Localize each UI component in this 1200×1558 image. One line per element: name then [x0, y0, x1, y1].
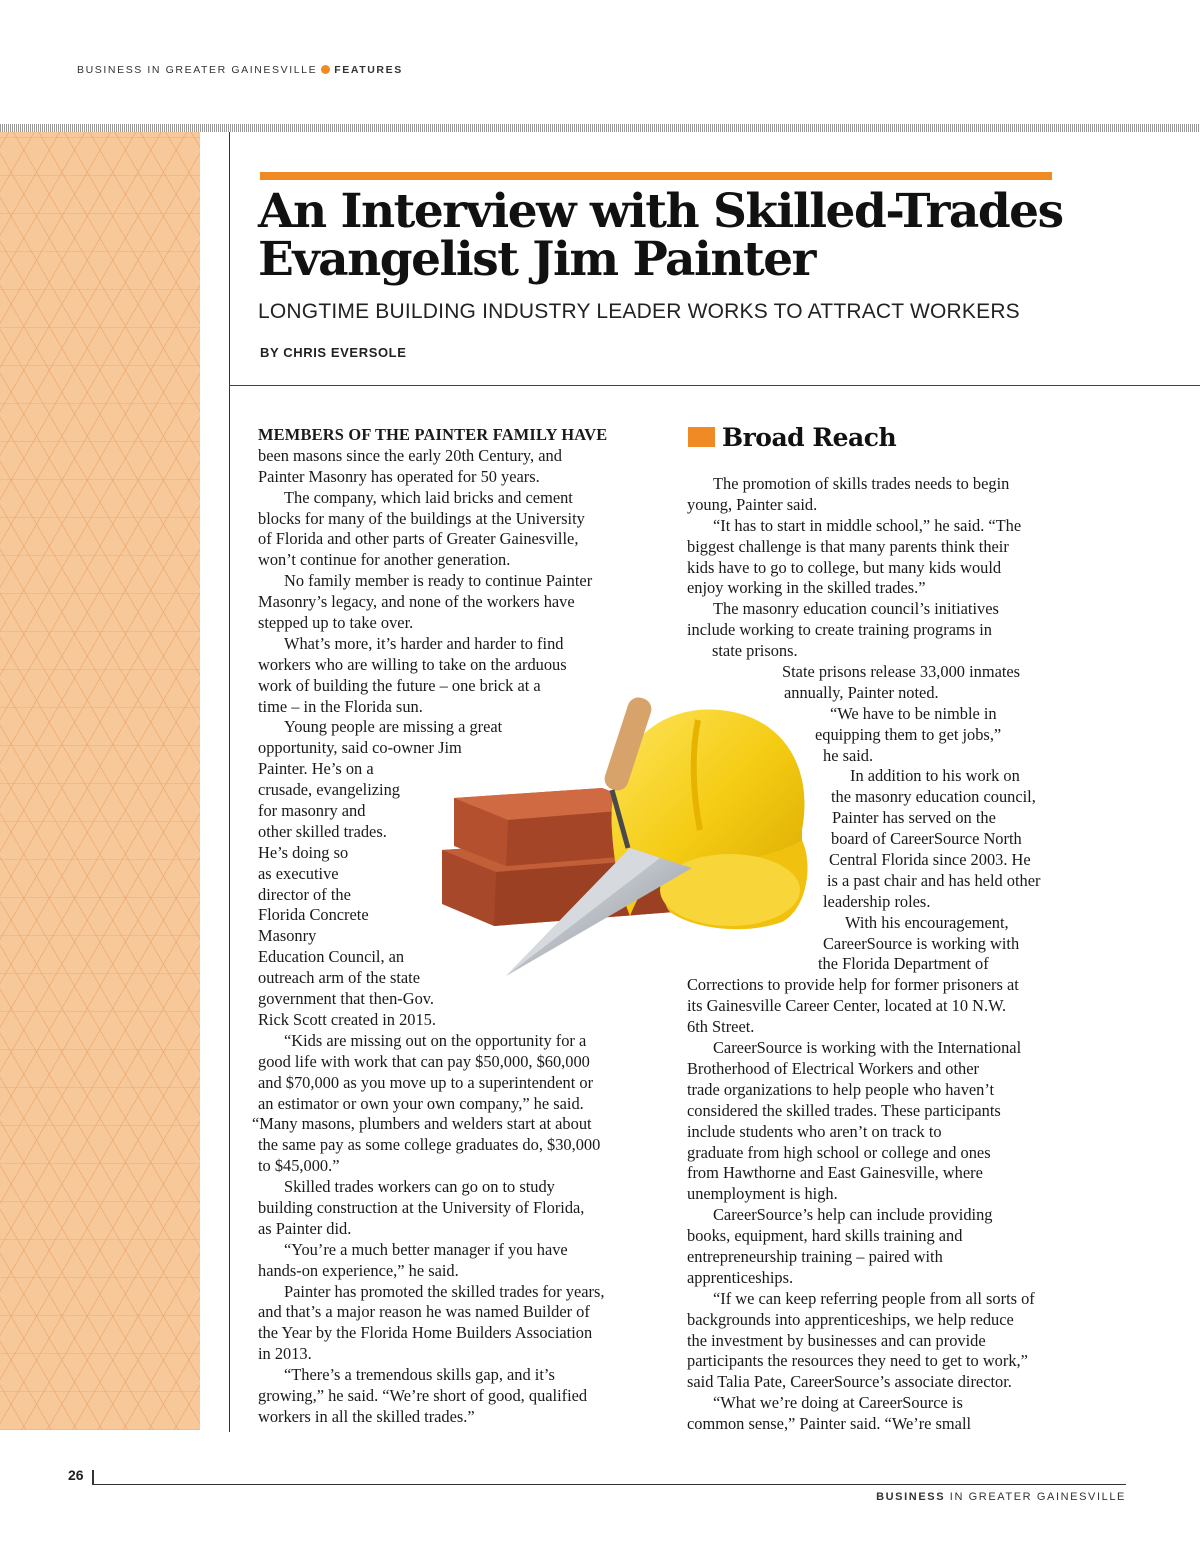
text-line: 6th Street. [687, 1017, 755, 1037]
text-line: building construction at the University of Florida, [258, 1197, 585, 1217]
text-line: crusade, evangelizing [258, 780, 400, 800]
text-line: opportunity, said co-owner Jim [258, 738, 462, 758]
text-line: No family member is ready to continue Painter [284, 571, 593, 591]
text-line: board of CareerSource North [831, 829, 1022, 849]
text-line: “What we’re doing at CareerSource is [713, 1393, 963, 1413]
text-line: leadership roles. [823, 891, 931, 911]
text-line: equipping them to get jobs,” [815, 724, 1002, 744]
text-line: and $70,000 as you move up to a superintendent or [258, 1072, 594, 1092]
text-line: apprenticeships. [687, 1267, 794, 1287]
text-line: CareerSource is working with [823, 933, 1020, 953]
text-line: work of building the future – one brick at a [258, 675, 541, 695]
text-line: unemployment is high. [687, 1184, 838, 1204]
section-heading [688, 423, 896, 452]
text-line: Education Council, an [258, 947, 405, 967]
text-line: growing,” he said. “We’re short of good, qualified [258, 1385, 588, 1405]
text-line: graduate from high school or college and ones [687, 1142, 991, 1162]
hardhat-brick-trowel-illustration [430, 690, 820, 990]
text-line: CareerSource is working with the International [713, 1038, 1022, 1058]
text-line: “Kids are missing out on the opportunity for a [284, 1030, 587, 1050]
text-line: the same pay as some college graduates do, $30,000 [258, 1135, 601, 1155]
text-line: The company, which laid bricks and cement [284, 487, 573, 507]
text-line: In addition to his work on [850, 766, 1020, 786]
text-line: Painter. He’s on a [258, 759, 374, 779]
text-line: workers who are willing to take on the arduous [258, 654, 567, 674]
text-line: its Gainesville Career Center, located at 10 N.W. [687, 996, 1007, 1016]
title-line-1: An Interview with Skilled-Trades [258, 184, 1063, 239]
header-divider-rule [229, 385, 1200, 386]
text-line: is a past chair and has held other [827, 870, 1041, 890]
section-label: FEATURES [334, 64, 403, 76]
text-line: biggest challenge is that many parents think their [687, 536, 1009, 556]
text-line: outreach arm of the state [258, 968, 421, 988]
footer-brand-bold: BUSINESS [876, 1491, 946, 1503]
text-line: Central Florida since 2003. He [829, 850, 1031, 870]
title-accent-bar [260, 172, 1052, 180]
text-line: entrepreneurship training – paired with [687, 1246, 943, 1266]
hatched-divider-band [0, 124, 1200, 132]
text-line: as Painter did. [258, 1218, 352, 1238]
text-line: books, equipment, hard skills training and [687, 1226, 963, 1246]
text-line: as executive [258, 863, 339, 883]
running-head [77, 64, 403, 76]
text-line: been masons since the early 20th Century, and [258, 445, 562, 465]
page-number: 26 [68, 1467, 84, 1483]
text-line: from Hawthorne and East Gainesville, where [687, 1163, 983, 1183]
text-line: an estimator or own your own company,” he said. [258, 1093, 584, 1113]
text-line: Young people are missing a great [284, 717, 503, 737]
text-line: The masonry education council’s initiatives [713, 599, 999, 619]
publication-name: BUSINESS IN GREATER GAINESVILLE [77, 64, 318, 76]
decorative-pattern-strip [0, 132, 200, 1430]
text-line: “If we can keep referring people from all sorts of [713, 1288, 1035, 1308]
text-line: He’s doing so [258, 842, 349, 862]
orange-dot-icon [321, 65, 330, 74]
text-line: Painter has served on the [832, 808, 996, 828]
text-line: for masonry and [258, 801, 366, 821]
text-line: director of the [258, 884, 351, 904]
article-subtitle: LONGTIME BUILDING INDUSTRY LEADER WORKS TO ATTRACT WORKERS [258, 300, 1020, 323]
text-line: good life with work that can pay $50,000, $60,000 [258, 1051, 590, 1071]
text-line: Painter Masonry has operated for 50 years. [258, 466, 540, 486]
footer-publication [876, 1491, 1126, 1503]
text-line: State prisons release 33,000 inmates [782, 662, 1021, 682]
orange-square-icon [688, 427, 715, 447]
text-line: Masonry’s legacy, and none of the workers have [258, 592, 575, 612]
text-line: of Florida and other parts of Greater Gainesville, [258, 529, 579, 549]
text-line: Skilled trades workers can go on to study [284, 1177, 555, 1197]
text-line: “Many masons, plumbers and welders start at about [252, 1114, 592, 1134]
text-line: include students who aren’t on track to [687, 1121, 942, 1141]
text-line: blocks for many of the buildings at the University [258, 508, 585, 528]
text-line: trade organizations to help people who haven’t [687, 1079, 995, 1099]
article-title [258, 184, 1158, 287]
text-line: the masonry education council, [831, 787, 1036, 807]
title-line-2: Evangelist Jim Painter [258, 232, 815, 287]
text-line: government that then-Gov. [258, 989, 434, 1009]
byline: BY CHRIS EVERSOLE [260, 345, 407, 360]
text-line: CareerSource’s help can include providing [713, 1205, 993, 1225]
text-line: the investment by businesses and can provide [687, 1330, 986, 1350]
text-line: state prisons. [712, 641, 798, 661]
text-line: annually, Painter noted. [784, 682, 939, 702]
text-line: Painter has promoted the skilled trades for years, [284, 1281, 605, 1301]
text-line: Corrections to provide help for former prisoners at [687, 975, 1019, 995]
text-line: time – in the Florida sun. [258, 696, 423, 716]
text-line: What’s more, it’s harder and harder to find [284, 633, 564, 653]
text-line: include working to create training programs in [687, 620, 992, 640]
text-line: “There’s a tremendous skills gap, and it’s [284, 1365, 555, 1385]
text-line: the Florida Department of [818, 954, 989, 974]
text-line: considered the skilled trades. These participants [687, 1100, 1001, 1120]
text-line: other skilled trades. [258, 821, 387, 841]
text-line: to $45,000.” [258, 1156, 340, 1176]
text-line: young, Painter said. [687, 494, 818, 514]
text-line: the Year by the Florida Home Builders Association [258, 1323, 593, 1343]
text-line: enjoy working in the skilled trades.” [687, 578, 926, 598]
footer-tick [92, 1470, 94, 1485]
text-line: kids have to go to college, but many kids would [687, 557, 1002, 577]
text-line: “You’re a much better manager if you have [284, 1239, 568, 1259]
text-line: stepped up to take over. [258, 613, 414, 633]
text-line: hands-on experience,” he said. [258, 1260, 459, 1280]
text-line: won’t continue for another generation. [258, 550, 511, 570]
text-line: workers in all the skilled trades.” [258, 1406, 475, 1426]
text-line: in 2013. [258, 1344, 312, 1364]
text-line: said Talia Pate, CareerSource’s associate director. [687, 1372, 1012, 1392]
text-line: MEMBERS OF THE PAINTER FAMILY HAVE [258, 425, 608, 444]
text-line: participants the resources they need to get to work,” [687, 1351, 1028, 1371]
section-heading-text: Broad Reach [722, 423, 897, 452]
text-line: Masonry [258, 926, 317, 946]
text-line: common sense,” Painter said. “We’re small [687, 1414, 972, 1434]
text-line: Brotherhood of Electrical Workers and other [687, 1058, 979, 1078]
text-line: Rick Scott created in 2015. [258, 1009, 436, 1029]
text-line: “It has to start in middle school,” he said. “The [713, 515, 1022, 535]
text-line: Florida Concrete [258, 905, 369, 925]
vertical-rule [229, 132, 230, 1432]
text-line: The promotion of skills trades needs to begin [713, 474, 1010, 493]
text-line: and that’s a major reason he was named Builder of [258, 1302, 590, 1322]
text-line: backgrounds into apprenticeships, we help reduce [687, 1309, 1014, 1329]
footer-brand-rest: IN GREATER GAINESVILLE [945, 1491, 1126, 1503]
text-line: “We have to be nimble in [830, 703, 997, 723]
footer-rule [92, 1484, 1126, 1485]
text-line: he said. [823, 745, 874, 765]
text-line: With his encouragement, [845, 912, 1009, 932]
